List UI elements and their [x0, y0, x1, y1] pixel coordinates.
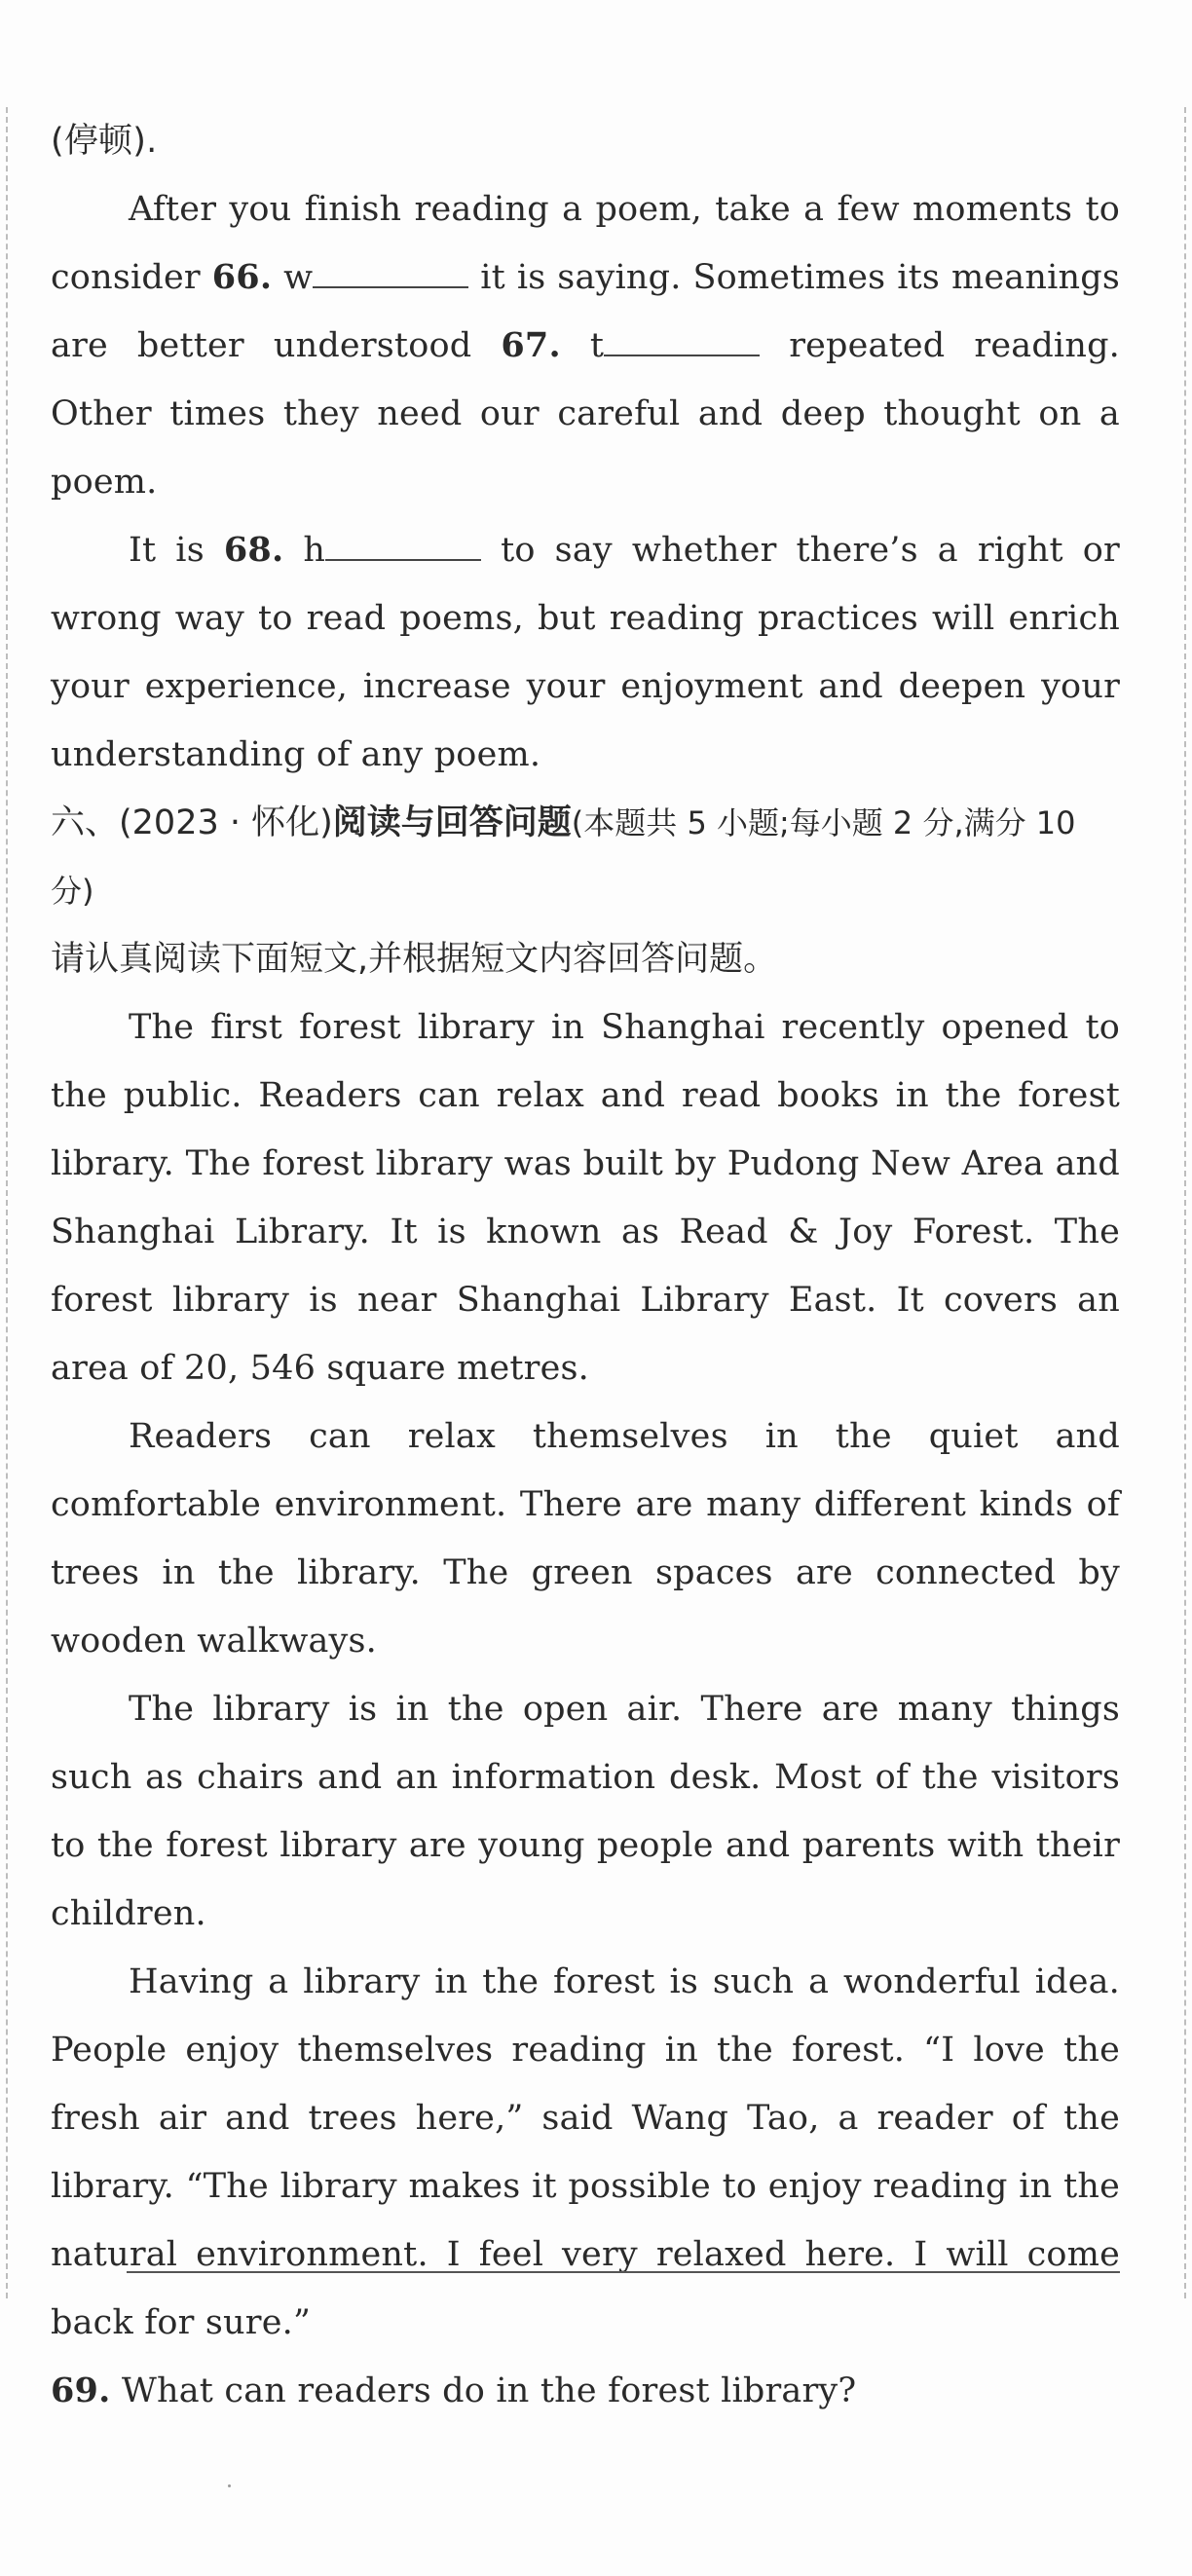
paragraph-66-67: After you finish reading a poem, take a few moments to consider 66. w it is saying. Sometimes its meanings are better understood 67. t repeated reading. Other times they need our careful and deep thought on a poem.: [51, 190, 1121, 502]
passage-paragraph-2: Readers can relax themselves in the quiet and comfortable environment. There are many different kinds of trees in the library. The green spaces are connected by wooden walkways.: [51, 1417, 1120, 1661]
page-edge-left: [6, 107, 8, 2298]
question-number-68: 68.: [223, 530, 284, 570]
page-edge-right: [1184, 107, 1186, 2298]
section-instruction: 请认真阅读下面短文,并根据短文内容回答问题。: [51, 940, 778, 979]
question-number-69: 69.: [51, 2371, 111, 2410]
blank-67[interactable]: [604, 327, 760, 356]
section-title: 阅读与回答问题: [332, 803, 572, 842]
question-69: [51, 2357, 1120, 2425]
document-body: [51, 107, 1120, 2425]
scan-speck: [228, 2484, 231, 2487]
question-number-67: 67.: [501, 325, 561, 365]
section-heading: [51, 789, 1120, 925]
section-prefix: 六、(2023 · 怀化): [51, 803, 333, 842]
section-note: (本题共 5 小题;每小题 2 分,满分 10 分): [51, 804, 1076, 910]
question-number-66: 66.: [211, 257, 273, 297]
passage-paragraph-1: The first forest library in Shanghai recently opened to the public. Readers can relax and read books in the forest library. The forest library was built by Pudong New Area and Shanghai Library. It is known as Read & Joy Forest. The forest library is near Shanghai Library East. It covers an area of 20, 546 square metres.: [51, 1008, 1120, 1388]
answer-line-69[interactable]: [127, 2271, 1120, 2273]
paragraph-68: It is 68. h to say whether there’s a right or wrong way to read poems, but reading practices will enrich your experience, increase your enjoyment and deepen your understanding of any poem.: [51, 530, 1120, 774]
continued-tail: (停顿).: [51, 122, 158, 161]
passage-paragraph-3: The library is in the open air. There are many things such as chairs and an information desk. Most of the visitors to the forest library are young people and parents with their children.: [51, 1690, 1120, 1933]
passage-paragraph-4: Having a library in the forest is such a wonderful idea. People enjoy themselves reading in the forest. “I love the fresh air and trees here,” said Wang Tao, a reader of the library. “The library makes it possible to enjoy reading in the natural environment. I feel very relaxed here. I will come back for sure.”: [51, 1962, 1120, 2342]
blank-68[interactable]: [325, 532, 481, 561]
question-69-text: What can readers do in the forest library?: [110, 2371, 857, 2410]
blank-66[interactable]: [313, 259, 468, 288]
